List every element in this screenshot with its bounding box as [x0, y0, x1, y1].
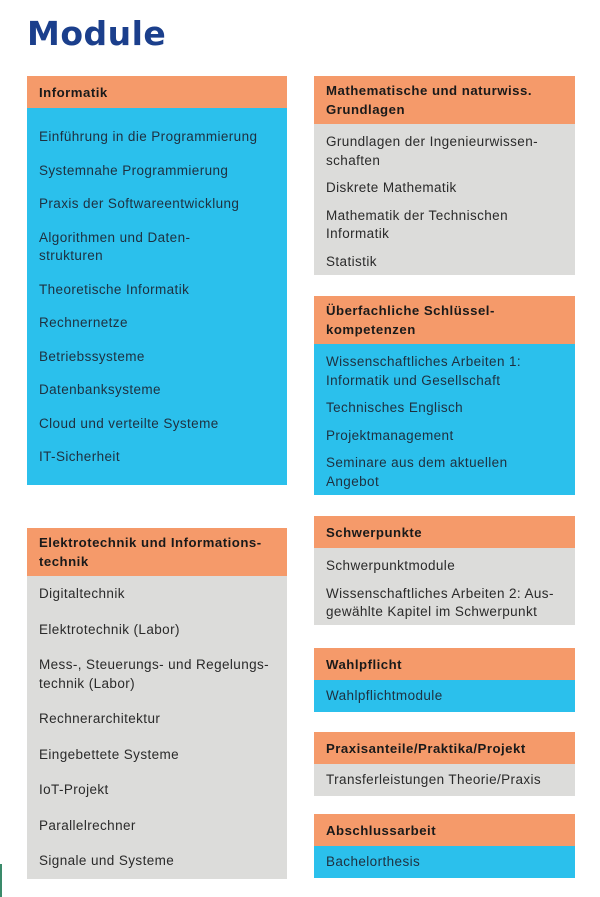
- module-item: Rechnernetze: [39, 315, 128, 330]
- module-item: Wahlpflichtmodule: [326, 688, 443, 703]
- card-wahlpflicht-body: [314, 680, 575, 712]
- module-item: Mess-, Steuerungs- und Regelungs- technik (Labor): [39, 657, 270, 691]
- module-item: Bachelorthesis: [326, 854, 421, 869]
- card-schluessel-heading: Überfachliche Schlüssel- kompetenzen: [314, 296, 575, 344]
- module-item: Rechnerarchitektur: [39, 711, 161, 726]
- module-item: Theoretische Informatik: [39, 281, 190, 297]
- module-item: Algorithmen und Daten- strukturen: [39, 229, 191, 263]
- page-edge-divider: [0, 864, 2, 897]
- page-title: Module: [27, 14, 167, 53]
- card-schwerpunkte-heading: Schwerpunkte: [314, 516, 575, 548]
- card-elektrotechnik-heading: Elektrotechnik und Informations- technik: [27, 528, 287, 576]
- card-mathematik: [314, 76, 575, 275]
- module-item: IT-Sicherheit: [39, 449, 120, 464]
- module-item: Mathematik der Technischen Informatik: [326, 207, 508, 241]
- module-item: Projektmanagement: [326, 427, 454, 443]
- card-schluessel-body: [314, 344, 575, 495]
- module-item: Wissenschaftliches Arbeiten 1: Informatik und Gesellschaft: [326, 354, 522, 388]
- module-item: Transferleistungen Theorie/Praxis: [326, 772, 542, 787]
- module-item: Schwerpunktmodule: [326, 558, 456, 573]
- card-elektrotechnik-body: [27, 576, 287, 879]
- card-schwerpunkte: [314, 516, 575, 625]
- card-mathematik-heading: Mathematische und naturwiss. Grundlagen: [314, 76, 575, 124]
- card-abschluss-body: [314, 846, 575, 878]
- module-item: Digitaltechnik: [39, 586, 125, 601]
- module-item: Eingebettete Systeme: [39, 746, 180, 762]
- module-item: Cloud und verteilte Systeme: [39, 415, 219, 431]
- module-item: Elektrotechnik (Labor): [39, 621, 180, 637]
- card-mathematik-body: [314, 124, 575, 275]
- card-schluesselkompetenzen: [314, 296, 575, 495]
- module-item: Einführung in die Programmierung: [39, 129, 258, 144]
- card-abschluss-heading: Abschlussarbeit: [314, 814, 575, 846]
- card-wahlpflicht: [314, 648, 575, 712]
- module-item: IoT-Projekt: [39, 782, 109, 797]
- card-informatik-body: [27, 108, 287, 485]
- module-item: Praxis der Softwareentwicklung: [39, 196, 240, 211]
- module-item: Betriebssysteme: [39, 348, 145, 364]
- module-item: Diskrete Mathematik: [326, 180, 457, 195]
- module-item: Systemnahe Programmierung: [39, 162, 229, 178]
- card-wahlpflicht-heading: Wahlpflicht: [314, 648, 575, 680]
- card-praxisanteile: [314, 732, 575, 796]
- module-item: Grundlagen der Ingenieurwissen- schaften: [326, 134, 539, 168]
- card-praxis-body: [314, 764, 575, 796]
- module-item: Statistik: [326, 253, 377, 269]
- card-informatik: [27, 76, 287, 485]
- card-abschlussarbeit: [314, 814, 575, 878]
- card-informatik-heading: Informatik: [27, 76, 287, 108]
- module-item: Datenbanksysteme: [39, 382, 161, 397]
- module-item: Wissenschaftliches Arbeiten 2: Aus- gewählte Kapitel im Schwerpunkt: [326, 585, 554, 619]
- module-item: Signale und Systeme: [39, 853, 175, 868]
- module-item: Seminare aus dem aktuellen Angebot: [326, 455, 508, 489]
- card-praxis-heading: Praxisanteile/Praktika/Projekt: [314, 732, 575, 764]
- module-item: Parallelrechner: [39, 817, 136, 833]
- card-elektrotechnik: [27, 528, 287, 879]
- card-schwerpunkte-body: [314, 548, 575, 625]
- module-item: Technisches Englisch: [326, 400, 464, 415]
